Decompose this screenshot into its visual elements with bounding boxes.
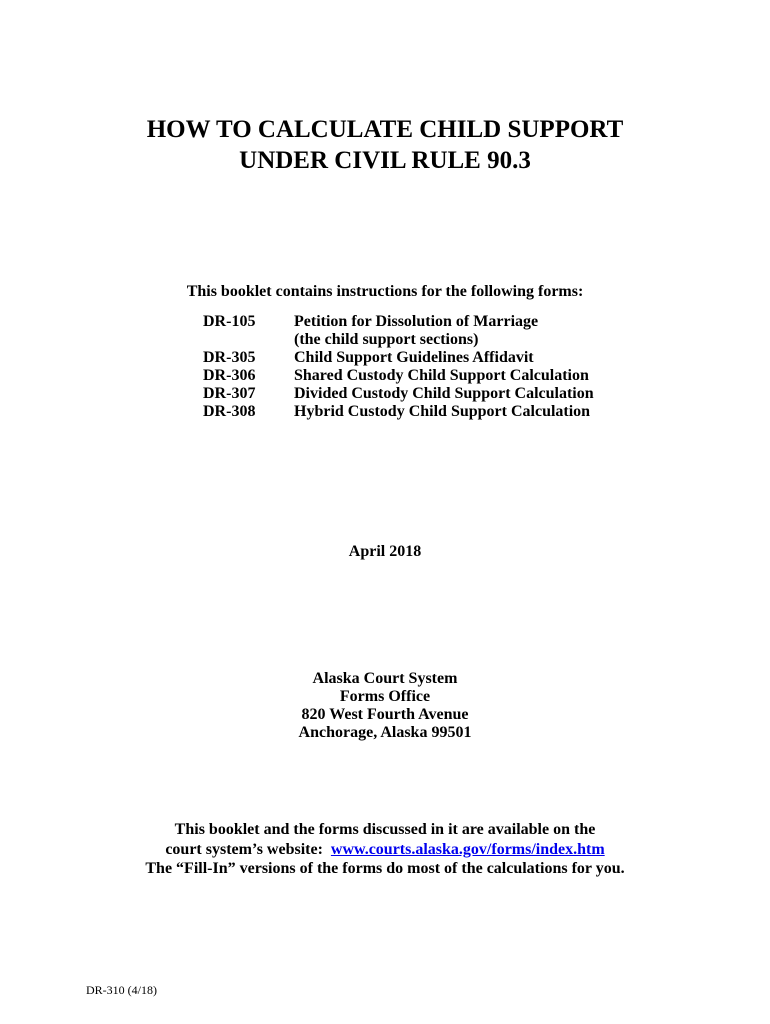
address-line: 820 West Fourth Avenue xyxy=(301,706,469,723)
form-number-footer: DR-310 (4/18) xyxy=(86,983,157,997)
availability-line-2: court system’s website: www.courts.alaska.gov/forms/index.htm xyxy=(165,841,605,858)
availability-line-1: This booklet and the forms discussed in it are available on the xyxy=(174,821,596,838)
title-line-1: HOW TO CALCULATE CHILD SUPPORT xyxy=(146,116,624,143)
website-link[interactable]: www.courts.alaska.gov/forms/index.htm xyxy=(330,841,605,858)
availability-line-3: The “Fill-In” versions of the forms do most of the calculations for you. xyxy=(145,860,625,877)
title-line-2: UNDER CIVIL RULE 90.3 xyxy=(239,147,531,174)
document-page: HOW TO CALCULATE CHILD SUPPORT UNDER CIVIL RULE 90.3 This booklet contains instructions for the following forms: DR-105 Petition for Dissolution of Marriage (the child support sections) DR-305 Child Support Guidelines Affidavit DR-306 Shared Custody Child Support Calculation DR-307 Divided Custody Child Support Calculation DR-308 Hybrid Custody Child Support Calculation April 2018 Alaska Court System Forms Office 820 West Fourth Avenue Anchorage, Alaska 99501 This booklet and the forms discussed in it are available on the court system’s website: www.courts.alaska.gov/forms/index.htm The “Fill-In” versions of the forms do most of the calculations for you. DR-310 (4/18) xyxy=(0,0,770,1024)
intro-text: This booklet contains instructions for the following forms: xyxy=(186,283,584,300)
address-line: Forms Office xyxy=(339,688,431,705)
address-line: Alaska Court System xyxy=(312,670,458,687)
date: April 2018 xyxy=(348,543,422,560)
address-line: Anchorage, Alaska 99501 xyxy=(298,724,472,741)
